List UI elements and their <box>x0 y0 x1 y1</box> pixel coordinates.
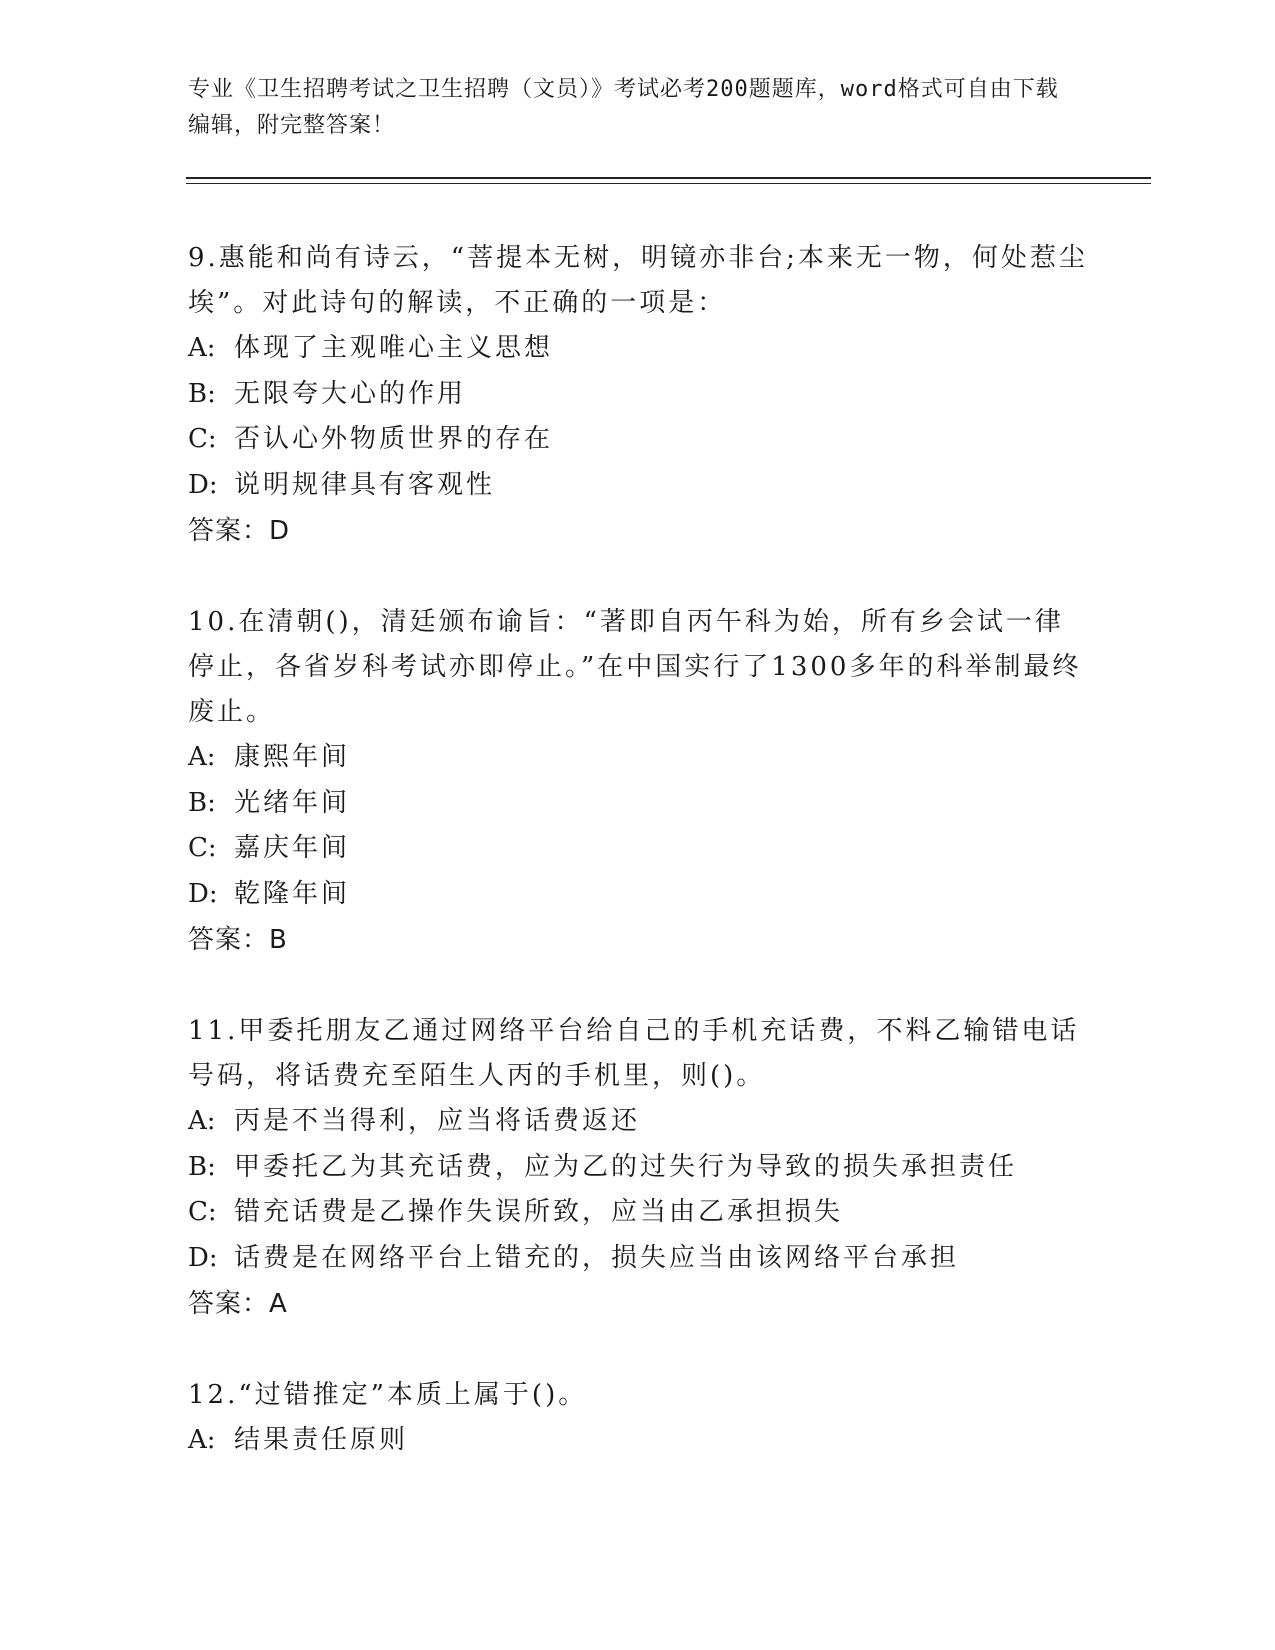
option-text: 丙是不当得利，应当将话费返还 <box>234 1106 641 1136</box>
question-10 <box>188 600 1088 963</box>
option-d <box>188 463 1088 509</box>
option-letter: A: <box>188 1106 216 1136</box>
option-d <box>188 1236 1088 1282</box>
option-a <box>188 1418 1088 1464</box>
option-text: 光绪年间 <box>234 787 351 818</box>
option-text: 说明规律具有客观性 <box>234 469 496 500</box>
option-a <box>188 326 1088 372</box>
question-text: 12.“过错推定”本质上属于()。 <box>188 1380 588 1410</box>
option-c <box>188 1190 1088 1236</box>
option-text: 乾隆年间 <box>234 878 351 909</box>
option-letter: C: <box>188 1197 217 1227</box>
option-text: 话费是在网络平台上错充的，损失应当由该网络平台承担 <box>234 1242 960 1273</box>
option-letter: A: <box>188 1425 216 1455</box>
option-letter: B: <box>188 378 216 409</box>
option-letter: B: <box>188 1151 216 1182</box>
option-b <box>188 781 1088 827</box>
option-a <box>188 1099 1088 1145</box>
option-letter: A: <box>188 742 216 772</box>
answer: 答案：D <box>188 516 291 546</box>
question-list <box>188 236 1088 1510</box>
option-text: 无限夸大心的作用 <box>234 378 467 409</box>
option-text: 康熙年间 <box>234 742 351 772</box>
option-letter: C: <box>188 424 217 454</box>
answer: 答案：A <box>188 1289 288 1319</box>
option-b <box>188 372 1088 418</box>
option-letter: D: <box>188 878 218 909</box>
option-text: 嘉庆年间 <box>234 833 351 863</box>
question-text: 9.惠能和尚有诗云，“菩提本无树，明镜亦非台;本来无一物，何处惹尘埃”。对此诗句的解读，不正确的一项是： <box>188 243 1088 318</box>
option-letter: B: <box>188 787 216 818</box>
option-text: 体现了主观唯心主义思想 <box>234 333 554 363</box>
option-c <box>188 417 1088 463</box>
question-11 <box>188 1009 1088 1327</box>
question-text: 11.甲委托朋友乙通过网络平台给自己的手机充话费，不料乙输错电话号码，将话费充至陌生人丙的手机里，则()。 <box>188 1016 1080 1091</box>
option-text: 否认心外物质世界的存在 <box>234 424 554 454</box>
option-b <box>188 1145 1088 1191</box>
option-letter: C: <box>188 833 217 863</box>
option-text: 甲委托乙为其充话费，应为乙的过失行为导致的损失承担责任 <box>234 1151 1018 1182</box>
option-letter: D: <box>188 469 218 500</box>
option-a <box>188 735 1088 781</box>
document-header <box>188 72 1068 144</box>
header-title: 专业《卫生招聘考试之卫生招聘（文员）》考试必考200题题库，word格式可自由下载编辑，附完整答案！ <box>188 77 1059 138</box>
answer: 答案：B <box>188 925 288 955</box>
option-text: 结果责任原则 <box>234 1425 409 1455</box>
option-text: 错充话费是乙操作失误所致，应当由乙承担损失 <box>234 1197 844 1227</box>
option-letter: A: <box>188 333 216 363</box>
question-text: 10.在清朝()，清廷颁布谕旨：“著即自丙午科为始，所有乡会试一律停止，各省岁科考试亦即停止。”在中国实行了1300多年的科举制最终废止。 <box>188 607 1082 727</box>
header-divider-top <box>186 177 1151 179</box>
option-d <box>188 872 1088 918</box>
option-letter: D: <box>188 1242 218 1273</box>
question-9 <box>188 236 1088 554</box>
question-12 <box>188 1373 1088 1464</box>
option-c <box>188 826 1088 872</box>
header-divider-bottom <box>186 183 1151 184</box>
